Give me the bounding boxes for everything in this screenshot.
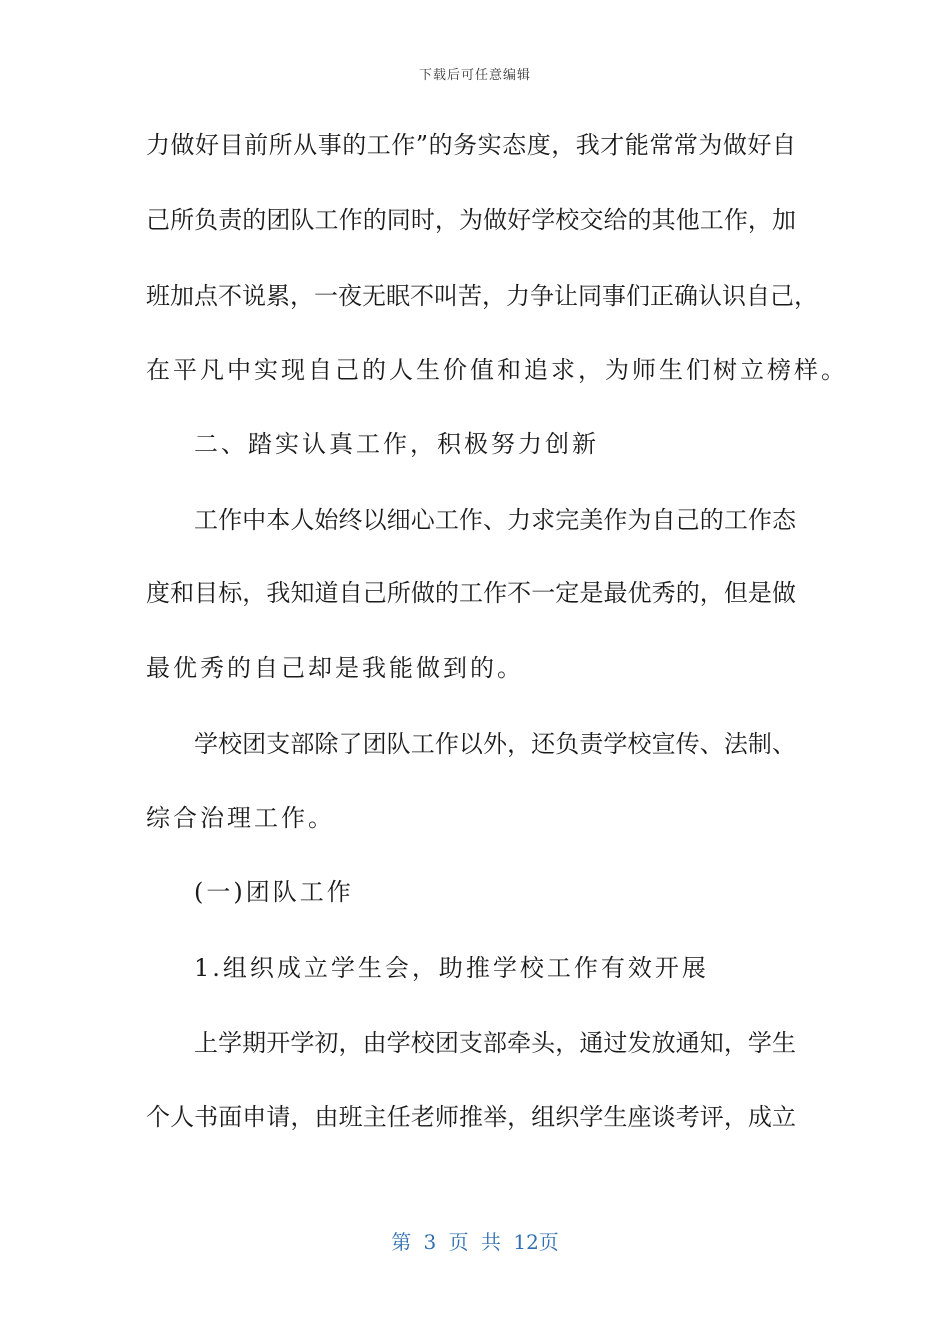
text-line: 在平凡中实现自己的人生价值和追求，为师生们树立榜样。: [146, 356, 848, 384]
text-line: 上学期开学初，由学校团支部牵头，通过发放通知，学生: [194, 1029, 796, 1057]
text-line: 力做好目前所从事的工作”的务实态度，我才能常常为做好自: [146, 131, 796, 159]
text-line: 个人书面申请，由班主任老师推举，组织学生座谈考评，成立: [146, 1103, 796, 1131]
text-line: 班加点不说累，一夜无眠不叫苦，力争让同事们正确认识自己，: [146, 282, 818, 310]
subsection-heading: (一)团队工作: [194, 878, 354, 906]
page-header: 下载后可任意编辑: [418, 68, 531, 83]
text-line: 综合治理工作。: [146, 804, 335, 832]
page-footer: 第 3 页 共 12页: [391, 1230, 559, 1254]
item-heading: 1.组织成立学生会，助推学校工作有效开展: [194, 954, 709, 982]
text-line: 学校团支部除了团队工作以外，还负责学校宣传、法制、: [194, 730, 796, 758]
text-line: 度和目标，我知道自己所做的工作不一定是最优秀的，但是做: [146, 579, 796, 607]
text-line: 工作中本人始终以细心工作、力求完美作为自己的工作态: [194, 506, 796, 534]
text-line: 最优秀的自己却是我能做到的。: [146, 654, 524, 682]
text-line: 己所负责的团队工作的同时，为做好学校交给的其他工作，加: [146, 206, 796, 234]
section-heading: 二、踏实认真工作，积极努力创新: [194, 430, 599, 458]
